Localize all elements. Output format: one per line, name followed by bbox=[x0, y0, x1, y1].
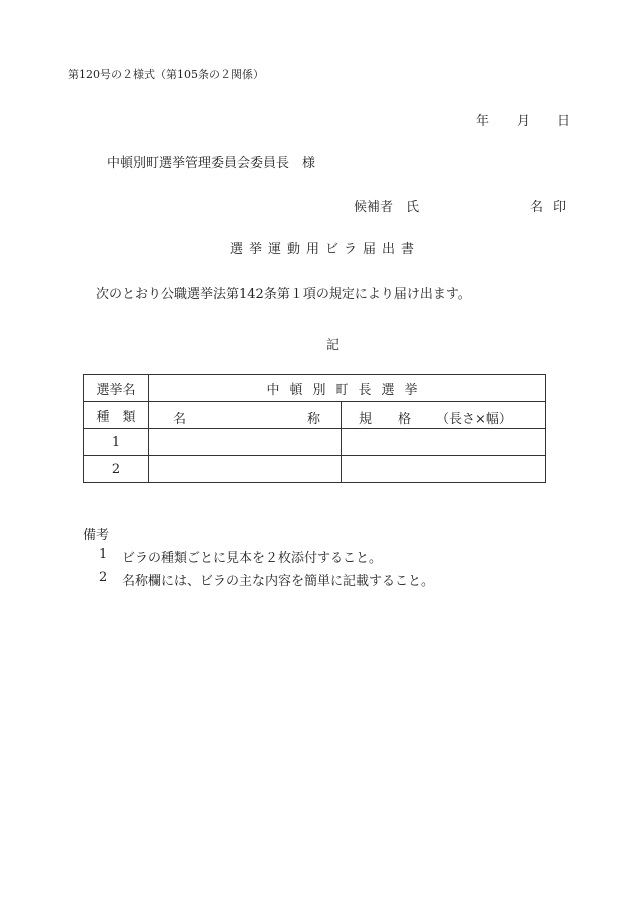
intro-text: 次のとおり公職選挙法第142条第１項の規定により届け出ます。 bbox=[96, 287, 471, 302]
table-header-row bbox=[84, 402, 546, 429]
spec-cell[interactable] bbox=[342, 456, 546, 483]
document-title: 選挙運動用ビラ届出書 bbox=[230, 242, 421, 257]
note-text: ビラの種類ごとに見本を２枚添付すること。 bbox=[122, 551, 383, 566]
row-number: 2 bbox=[84, 456, 149, 483]
ki-marker: 記 bbox=[326, 338, 340, 353]
candidate-label: 候補者 氏 bbox=[354, 200, 420, 215]
notes-heading: 備考 bbox=[83, 528, 110, 543]
election-name-label: 選挙名 bbox=[84, 375, 149, 402]
date-year: 年 bbox=[476, 114, 490, 129]
date-day: 日 bbox=[557, 114, 571, 129]
form-number: 第120号の２様式（第105条の２関係） bbox=[68, 68, 264, 81]
type-header: 種 類 bbox=[84, 402, 149, 429]
name-cell[interactable] bbox=[149, 456, 342, 483]
note-number: 2 bbox=[99, 570, 108, 585]
date-month: 月 bbox=[517, 114, 531, 129]
spec-header-note: （長さ×幅） bbox=[436, 412, 512, 427]
candidate-name-label: 名 bbox=[530, 200, 544, 215]
seal-mark: 印 bbox=[553, 200, 567, 215]
table-row bbox=[84, 456, 546, 483]
note-text: 名称欄には、ビラの主な内容を簡単に記載すること。 bbox=[122, 574, 435, 589]
row-number: 1 bbox=[84, 429, 149, 456]
spec-header-label: 規 格 bbox=[359, 412, 412, 427]
addressee: 中頓別町選挙管理委員会委員長 様 bbox=[107, 156, 316, 171]
spec-header bbox=[342, 402, 546, 429]
election-name-value: 中頓別町長選挙 bbox=[149, 375, 546, 402]
name-header-a: 名 bbox=[173, 412, 187, 427]
name-cell[interactable] bbox=[149, 429, 342, 456]
name-header-b: 称 bbox=[307, 412, 321, 427]
election-name-row bbox=[84, 375, 546, 402]
notification-table bbox=[83, 374, 546, 483]
name-header bbox=[149, 402, 342, 429]
note-number: 1 bbox=[99, 547, 108, 562]
table-row bbox=[84, 429, 546, 456]
spec-cell[interactable] bbox=[342, 429, 546, 456]
